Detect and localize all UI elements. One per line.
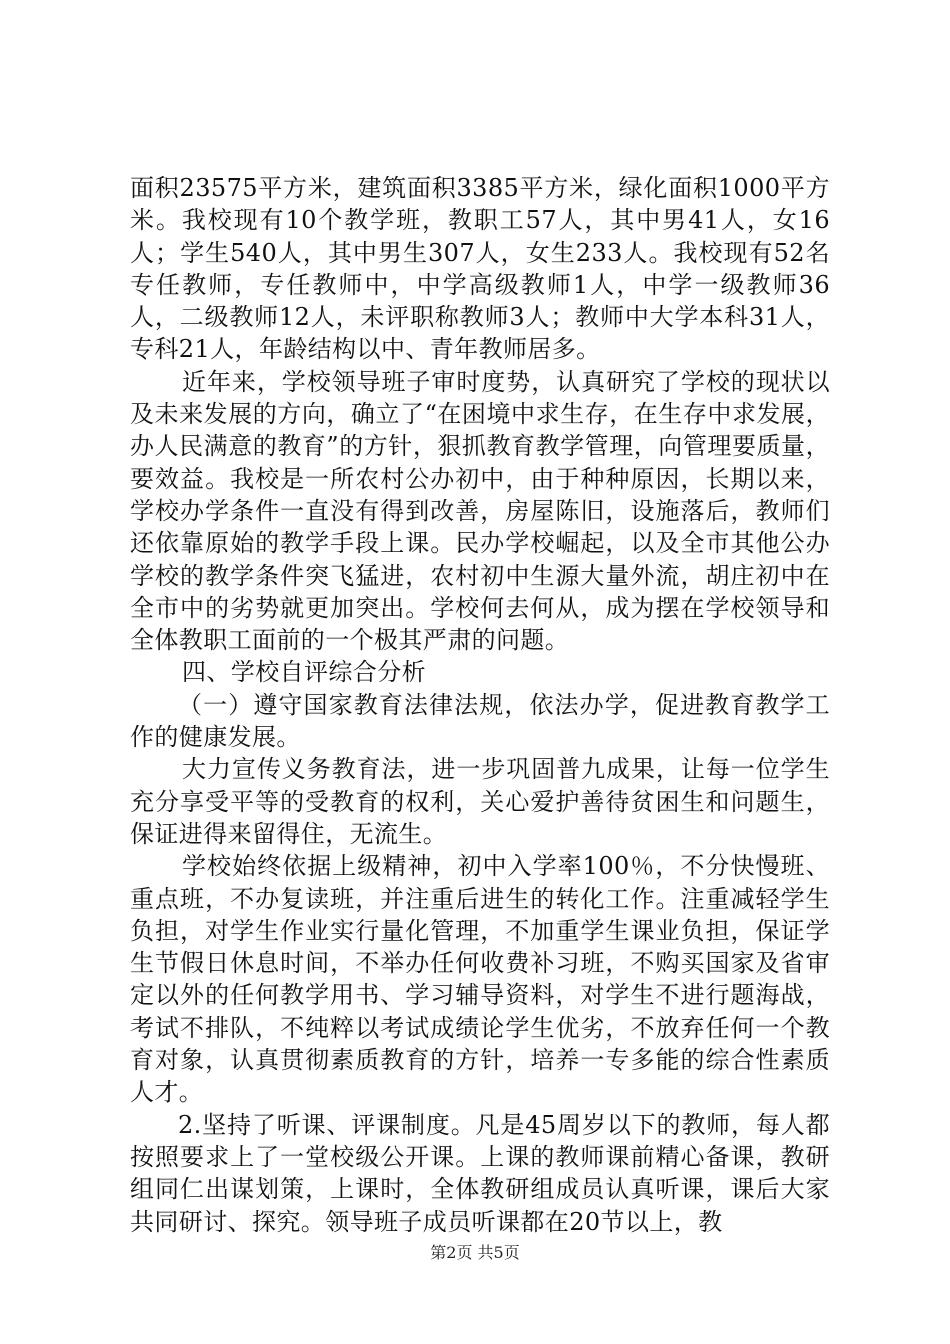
paragraph-compulsory-education: 大力宣传义务教育法，进一步巩固普九成果，让每一位学生充分享受平等的受教育的权利，关心爱护善待贫困生和问题生，保证进得来留得住，无流生。 xyxy=(130,755,830,848)
paragraph-lesson-observation: 2.坚持了听课、评课制度。凡是45周岁以下的教师，每人都按照要求上了一堂校级公开课。上课的教师课前精心备课，教研组同仁出谋划策，上课时，全体教研组成员认真听课，课后大家共同研讨、探究。领导班子成员听课都在20节以上，教 xyxy=(130,1110,830,1236)
page-number-footer: 第2页 共5页 xyxy=(430,1243,520,1262)
subsection-heading-law-compliance: （一）遵守国家教育法律法规，依法办学，促进教育教学工作的健康发展。 xyxy=(130,690,830,752)
paragraph-recent-years: 近年来，学校领导班子审时度势，认真研究了学校的现状以及未来发展的方向，确立了“在困境中求生存，在生存中求发展，办人民满意的教育”的方针，狠抓教育教学管理，向管理要质量，要效益。我校是一所农村公办初中，由于种种原因，长期以来，学校办学条件一直没有得到改善，房屋陈旧，设施落后，教师们还依靠原始的教学手段上课。民办学校崛起，以及全市其他公办学校的教学条件突飞猛进，农村初中生源大量外流，胡庄初中在全市中的劣势就更加突出。学校何去何从，成为摆在学校领导和全体教职工面前的一个极其严肃的问题。 xyxy=(130,367,830,655)
section-heading-self-evaluation: 四、学校自评综合分析 xyxy=(182,658,426,687)
paragraph-school-statistics: 面积23575平方米，建筑面积3385平方米，绿化面积1000平方米。我校现有10个教学班，教职工57人，其中男41人，女16人；学生540人，其中男生307人，女生233人。我校现有52名专任教师，专任教师中，中学高级教师1人，中学一级教师36人，二级教师12人，未评职称教师3人；教师中大学本科31人，专科21人，年龄结构以中、青年教师居多。 xyxy=(130,174,830,364)
document-body xyxy=(130,172,830,1238)
paragraph-enrollment-policy: 学校始终依据上级精神，初中入学率100％，不分快慢班、重点班，不办复读班，并注重后进生的转化工作。注重减轻学生负担，对学生作业实行量化管理，不加重学生课业负担，保证学生节假日休息时间，不举办任何收费补习班，不购买国家及省审定以外的任何教学用书、学习辅导资料，对学生不进行题海战，考试不排队，不纯粹以考试成绩论学生优劣，不放弃任何一个教育对象，认真贯彻素质教育的方针，培养一专多能的综合性素质人才。 xyxy=(130,852,830,1107)
